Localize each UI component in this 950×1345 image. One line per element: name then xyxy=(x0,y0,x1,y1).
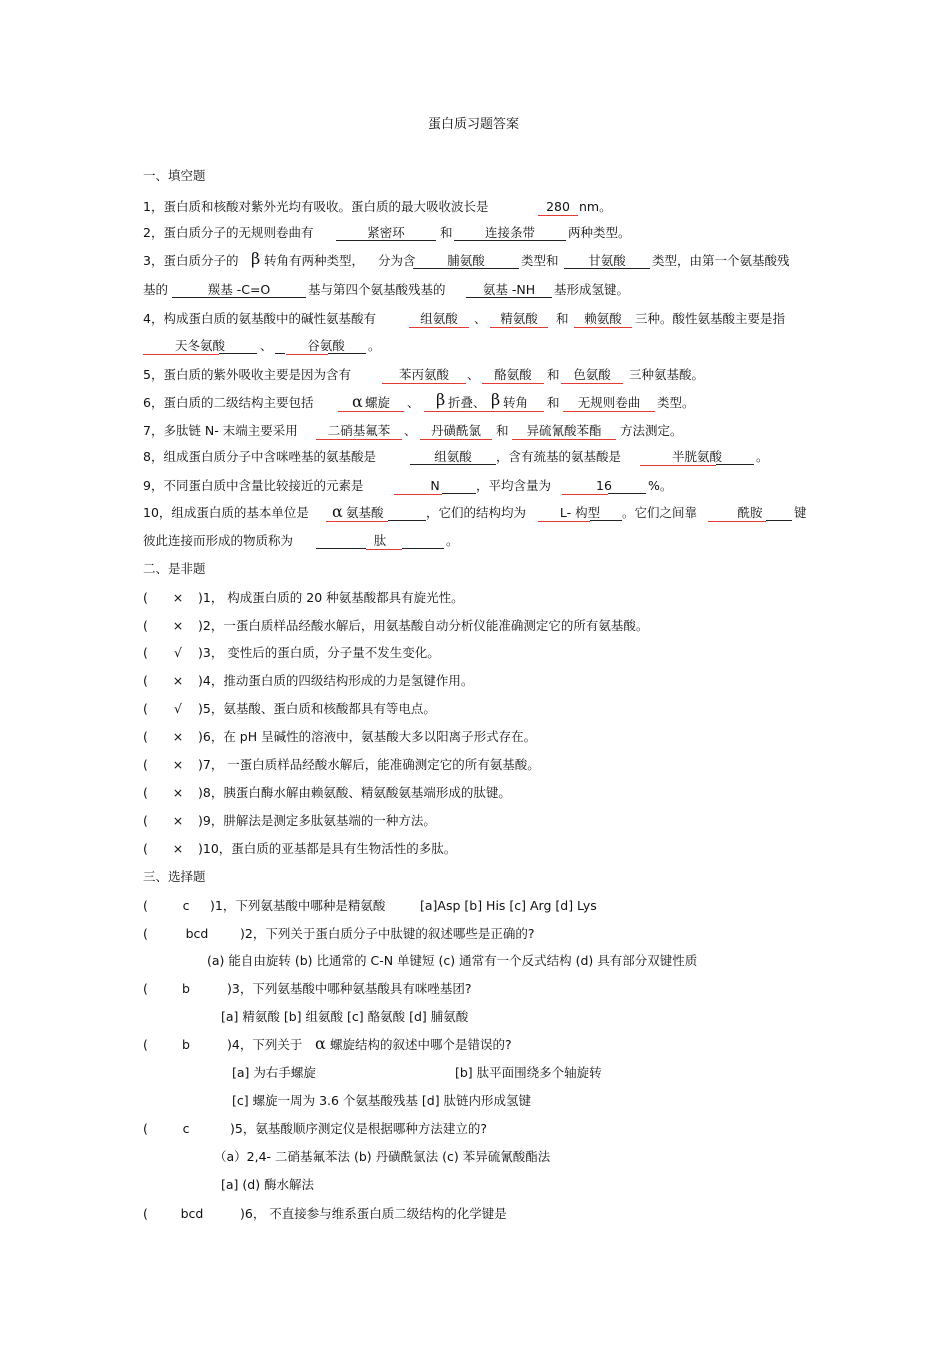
mc-options: [a] (d) 酶水解法 xyxy=(221,1177,315,1192)
answer-underline xyxy=(409,327,469,328)
alpha-symbol: α xyxy=(352,392,363,411)
tf-statement: )10，蛋白质的亚基都是具有生物活性的多肽。 xyxy=(198,841,457,856)
tf-mark: √ xyxy=(174,701,182,716)
answer: 赖氨酸 xyxy=(584,311,622,326)
tf-statement: )8，胰蛋白酶水解由赖氨酸、精氨酸氨基端形成的肽键。 xyxy=(198,785,511,800)
answer-underline xyxy=(563,411,655,412)
mc-q1 xyxy=(0,896,950,916)
answer-underline xyxy=(766,520,792,521)
mc-q5 xyxy=(0,1119,950,1139)
answer: 氨基酸 xyxy=(346,505,384,520)
answer: 无规则卷曲 xyxy=(577,395,641,410)
question-text: 9，不同蛋白质中含量比较接近的元素是 xyxy=(143,478,364,493)
answer-underline xyxy=(413,268,519,269)
answer: 羰基 -C=O xyxy=(207,282,271,297)
mc-answer: b xyxy=(182,1037,190,1052)
answer: 螺旋 xyxy=(365,395,391,410)
tf-item xyxy=(0,839,950,859)
answer-underline xyxy=(388,520,426,521)
mc-question: )6， 不直接参与维系蛋白质二级结构的化学键是 xyxy=(240,1206,507,1221)
open-paren: ( xyxy=(143,926,148,941)
answer-underline xyxy=(562,494,608,495)
answer: 苯丙氨酸 xyxy=(398,367,449,382)
fill-q8 xyxy=(0,447,950,467)
answer: 组氨酸 xyxy=(420,311,458,326)
question-text: 4，构成蛋白质的氨基酸中的碱性氨基酸有 xyxy=(143,311,376,326)
question-text: 3，蛋白质分子的 xyxy=(143,253,239,268)
tf-mark: × xyxy=(172,673,184,688)
open-paren: ( xyxy=(143,785,148,800)
connector: 和 xyxy=(496,423,509,438)
answer: 氨基 -NH xyxy=(482,282,536,297)
separator: 、 xyxy=(404,423,417,438)
question-text: 类型，由第一个氨基酸残 xyxy=(652,253,790,268)
mc-options: [a]Asp [b] His [c] Arg [d] Lys xyxy=(420,898,597,913)
answer-underline xyxy=(328,353,366,354)
fill-q2 xyxy=(0,223,950,243)
mc-question: 螺旋结构的叙述中哪个是错误的? xyxy=(330,1037,512,1052)
beta-symbol: β xyxy=(491,390,501,409)
answer-underline xyxy=(338,411,404,412)
answer: L- 构型 xyxy=(559,505,601,520)
question-text: 。它们之间靠 xyxy=(622,505,698,520)
mc-option-a: [a] 为右手螺旋 xyxy=(232,1065,316,1080)
mc-answer: bcd xyxy=(180,1206,204,1221)
answer-underline xyxy=(336,240,436,241)
question-text: 三种。酸性氨基酸主要是指 xyxy=(635,311,786,326)
question-tail: 两种类型。 xyxy=(568,225,631,240)
mc-q4-options-1 xyxy=(0,1063,950,1083)
answer-underline xyxy=(538,215,578,216)
answer: 紧密环 xyxy=(367,225,405,240)
answer-underline xyxy=(716,464,754,465)
mc-q4 xyxy=(0,1035,950,1055)
tf-statement: )6，在 pH 呈碱性的溶液中，氨基酸大多以阳离子形式存在。 xyxy=(198,729,537,744)
mc-q2 xyxy=(0,924,950,944)
question-text: 5，蛋白质的紫外吸收主要是因为含有 xyxy=(143,367,351,382)
tf-item xyxy=(0,811,950,831)
alpha-symbol: α xyxy=(332,502,343,521)
section3-heading-line xyxy=(0,867,950,887)
open-paren: ( xyxy=(143,701,148,716)
answer: 天冬氨酸 xyxy=(174,338,225,353)
mc-q4-options-2 xyxy=(0,1091,950,1111)
open-paren: ( xyxy=(143,898,148,913)
answer: 丹磺酰氯 xyxy=(430,423,481,438)
answer-underline xyxy=(424,411,544,412)
answer: 精氨酸 xyxy=(500,311,538,326)
answer-underline xyxy=(410,464,496,465)
answer-underline xyxy=(366,549,402,550)
section2-heading: 二、是非题 xyxy=(143,561,206,576)
question-tail: 三种氨基酸。 xyxy=(629,367,705,382)
answer: 半胱氨酸 xyxy=(671,449,722,464)
answer: 组氨酸 xyxy=(434,449,472,464)
tf-statement: )9，肼解法是测定多肽氨基端的一种方法。 xyxy=(198,813,436,828)
answer-underline xyxy=(466,297,552,298)
separator: 、 xyxy=(474,311,487,326)
tf-item xyxy=(0,783,950,803)
answer: N xyxy=(430,478,440,493)
tf-item xyxy=(0,727,950,747)
answer-underline xyxy=(574,327,632,328)
question-tail: 。 xyxy=(756,449,769,464)
answer-underline xyxy=(512,439,616,440)
question-text: 1，蛋白质和核酸对紫外光均有吸收。蛋白质的最大吸收波长是 xyxy=(143,199,489,214)
tf-item xyxy=(0,616,950,636)
answer-underline xyxy=(316,439,402,440)
question-text: 7，多肽链 N- 末端主要采用 xyxy=(143,423,298,438)
answer-underline xyxy=(275,353,285,354)
tf-statement: )1， 构成蛋白质的 20 种氨基酸都具有旋光性。 xyxy=(198,590,464,605)
mc-q3 xyxy=(0,979,950,999)
answer: 折叠、 xyxy=(448,395,486,410)
mc-question: )2，下列关于蛋白质分子中肽键的叙述哪些是正确的? xyxy=(240,926,535,941)
tf-mark: × xyxy=(172,618,184,633)
answer-underline xyxy=(326,521,388,522)
open-paren: ( xyxy=(143,841,148,856)
question-tail: 。 xyxy=(368,338,381,353)
answer: 转角 xyxy=(503,395,529,410)
separator: 、 xyxy=(467,367,480,382)
tf-mark: × xyxy=(172,590,184,605)
answer-underline xyxy=(442,493,476,494)
tf-mark: × xyxy=(172,757,184,772)
tf-statement: )5，氨基酸、蛋白质和核酸都具有等电点。 xyxy=(198,701,436,716)
open-paren: ( xyxy=(143,1206,148,1221)
section3-heading: 三、选择题 xyxy=(143,869,206,884)
answer-underline xyxy=(561,383,623,384)
mc-q5-options-1 xyxy=(0,1147,950,1167)
section1-heading: 一、填空题 xyxy=(143,168,206,183)
mc-answer: c xyxy=(182,898,190,913)
fill-q6 xyxy=(0,390,950,413)
fill-q9 xyxy=(0,476,950,496)
mc-question: )1，下列氨基酸中哪种是精氨酸 xyxy=(210,898,386,913)
question-tail: 。 xyxy=(446,533,459,548)
tf-item xyxy=(0,755,950,775)
question-text: 基形成氢键。 xyxy=(554,282,630,297)
open-paren: ( xyxy=(143,729,148,744)
answer-underline xyxy=(219,353,257,354)
fill-q1 xyxy=(0,197,950,217)
answer-underline xyxy=(382,383,466,384)
page-title: 蛋白质习题答案 xyxy=(428,117,520,132)
answer-underline xyxy=(286,354,328,355)
question-tail: nm。 xyxy=(579,199,612,214)
question-text: 10，组成蛋白质的基本单位是 xyxy=(143,505,309,520)
section2-heading-line xyxy=(0,559,950,579)
alpha-symbol: α xyxy=(315,1034,326,1053)
answer: 280 xyxy=(546,199,570,214)
question-text: ，平均含量为 xyxy=(476,478,552,493)
answer-underline xyxy=(420,439,492,440)
mc-question: )5，氨基酸顺序测定仪是根据哪种方法建立的? xyxy=(230,1121,487,1136)
mc-options: （a）2,4- 二硝基氟苯法 (b) 丹磺酰氯法 (c) 苯异硫氰酸酯法 xyxy=(214,1149,551,1164)
connector: 和 xyxy=(556,311,569,326)
mc-option-c: [c] 螺旋一周为 3.6 个氨基酸残基 [d] 肽链内形成氢键 xyxy=(232,1093,532,1108)
answer: 甘氨酸 xyxy=(588,253,626,268)
question-text: 彼此连接而形成的物质称为 xyxy=(143,533,294,548)
mc-q3-options xyxy=(0,1007,950,1027)
answer-underline xyxy=(172,297,306,298)
tf-mark: × xyxy=(172,813,184,828)
question-tail: 类型。 xyxy=(657,395,695,410)
answer: 色氨酸 xyxy=(573,367,611,382)
fill-q3-line2 xyxy=(0,280,950,300)
tf-statement: )4，推动蛋白质的四级结构形成的力是氢键作用。 xyxy=(198,673,474,688)
answer-underline xyxy=(608,493,646,494)
question-text: 6，蛋白质的二级结构主要包括 xyxy=(143,395,314,410)
answer-underline xyxy=(454,240,566,241)
answer: 酪氨酸 xyxy=(494,367,532,382)
question-tail: 方法测定。 xyxy=(620,423,683,438)
tf-mark: × xyxy=(172,841,184,856)
fill-q10-line1 xyxy=(0,503,950,523)
answer-underline xyxy=(402,548,444,549)
question-text: 基的 xyxy=(143,282,169,297)
tf-item xyxy=(0,588,950,608)
separator: 、 xyxy=(407,395,420,410)
answer: 异硫氰酸苯酯 xyxy=(526,423,602,438)
tf-item xyxy=(0,699,950,719)
answer: 肽 xyxy=(373,533,387,548)
open-paren: ( xyxy=(143,645,148,660)
question-text: 8，组成蛋白质分子中含咪唑基的氨基酸是 xyxy=(143,449,376,464)
question-text: 类型和 xyxy=(521,253,559,268)
open-paren: ( xyxy=(143,618,148,633)
open-paren: ( xyxy=(143,1121,148,1136)
fill-q4-line1 xyxy=(0,309,950,329)
fill-q10-line2 xyxy=(0,531,950,551)
answer: 连接条带 xyxy=(484,225,535,240)
mc-answer: c xyxy=(182,1121,190,1136)
separator: 、 xyxy=(260,338,273,353)
tf-item xyxy=(0,643,950,663)
answer-underline xyxy=(590,520,622,521)
tf-mark: × xyxy=(172,729,184,744)
answer-underline xyxy=(564,268,650,269)
question-text: 基与第四个氨基酸残基的 xyxy=(308,282,446,297)
connector: 和 xyxy=(440,225,453,240)
mc-options: [a] 精氨酸 [b] 组氨酸 [c] 酪氨酸 [d] 脯氨酸 xyxy=(221,1009,469,1024)
question-tail: %。 xyxy=(648,478,673,493)
question-text: ，含有巯基的氨基酸是 xyxy=(496,449,622,464)
mc-question: )4，下列关于 xyxy=(227,1037,303,1052)
mc-answer: b xyxy=(182,981,190,996)
connector: 和 xyxy=(547,367,560,382)
answer-underline xyxy=(143,354,219,355)
open-paren: ( xyxy=(143,673,148,688)
answer: 酰胺 xyxy=(737,505,763,520)
answer-underline xyxy=(394,494,442,495)
tf-item xyxy=(0,671,950,691)
tf-statement: )7， 一蛋白质样品经酸水解后，能准确测定它的所有氨基酸。 xyxy=(198,757,540,772)
tf-statement: )3， 变性后的蛋白质，分子量不发生变化。 xyxy=(198,645,440,660)
question-text: 分为含 xyxy=(378,253,416,268)
answer: 谷氨酸 xyxy=(307,338,345,353)
fill-q3-line1 xyxy=(0,251,950,271)
connector: 和 xyxy=(547,395,560,410)
tf-statement: )2，一蛋白质样品经酸水解后，用氨基酸自动分析仪能准确测定它的所有氨基酸。 xyxy=(198,618,649,633)
answer: 二硝基氟苯 xyxy=(327,423,391,438)
open-paren: ( xyxy=(143,981,148,996)
mc-question: )3，下列氨基酸中哪种氨基酸具有咪唑基团? xyxy=(227,981,472,996)
mc-answer: bcd xyxy=(185,926,209,941)
open-paren: ( xyxy=(143,590,148,605)
answer-underline xyxy=(538,521,590,522)
question-text: ，它们的结构均为 xyxy=(426,505,527,520)
fill-q4-line2 xyxy=(0,336,950,356)
answer-underline xyxy=(490,327,548,328)
tf-mark: × xyxy=(172,785,184,800)
answer-underline xyxy=(316,548,366,549)
tf-mark: √ xyxy=(174,645,182,660)
beta-symbol: β xyxy=(251,249,261,268)
mc-option-b: [b] 肽平面围绕多个轴旋转 xyxy=(455,1065,602,1080)
answer-underline xyxy=(708,521,766,522)
answer-underline xyxy=(482,383,544,384)
mc-q5-options-2 xyxy=(0,1175,950,1195)
title-line xyxy=(0,115,950,135)
fill-q7 xyxy=(0,421,950,441)
open-paren: ( xyxy=(143,813,148,828)
question-text: 转角有两种类型， xyxy=(264,253,365,268)
question-tail: 键 xyxy=(794,505,807,520)
section1-heading-line xyxy=(0,166,950,186)
beta-symbol: β xyxy=(436,390,446,409)
fill-q5 xyxy=(0,365,950,385)
mc-options: (a) 能自由旋转 (b) 比通常的 C-N 单键短 (c) 通常有一个反式结构 (d) 具有部分双键性质 xyxy=(207,953,698,968)
mc-q6 xyxy=(0,1204,950,1224)
answer-underline xyxy=(640,465,716,466)
mc-q2-options xyxy=(0,951,950,971)
question-text: 2，蛋白质分子的无规则卷曲有 xyxy=(143,225,314,240)
open-paren: ( xyxy=(143,757,148,772)
open-paren: ( xyxy=(143,1037,148,1052)
answer: 16 xyxy=(596,478,612,493)
answer: 脯氨酸 xyxy=(447,253,485,268)
